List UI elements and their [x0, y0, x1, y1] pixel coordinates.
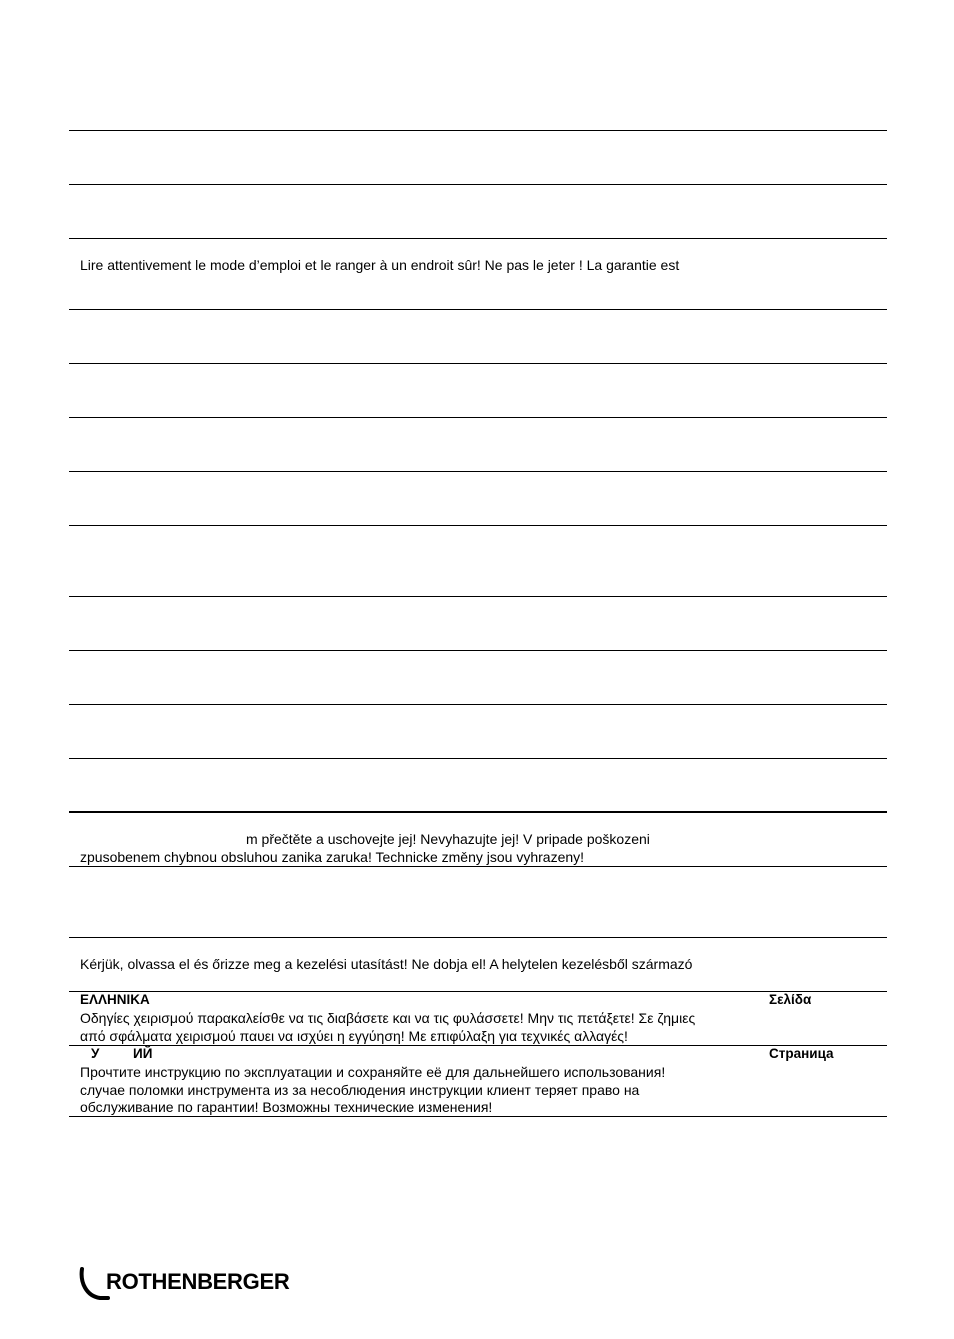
- russian-heading-fragment-2: ИЙ: [133, 1046, 153, 1061]
- row-divider: [69, 866, 887, 867]
- rothenberger-logo: [78, 1266, 318, 1306]
- hungarian-instruction-text: Kérjük, olvassa el és őrizze meg a kezelési utasítást! Ne dobja el! A helytelen kezelésből származó: [80, 956, 693, 972]
- row-divider: [69, 704, 887, 705]
- greek-language-heading: ΕΛΛΗΝΙΚΑ: [80, 992, 150, 1007]
- row-divider: [69, 471, 887, 472]
- row-divider: [69, 363, 887, 364]
- row-divider: [69, 1045, 887, 1046]
- row-divider: [69, 811, 887, 813]
- row-divider: [69, 130, 887, 131]
- row-divider: [69, 309, 887, 310]
- row-divider: [69, 991, 887, 992]
- russian-page-label: Страница: [769, 1046, 834, 1061]
- russian-instruction-line-3: обслуживание по гарантии! Возможны технические изменения!: [80, 1099, 493, 1115]
- czech-instruction-line-1: m přečtěte a uschovejte jej! Nevyhazujte jej! V pripade poškozeni: [246, 831, 650, 847]
- row-divider: [69, 1116, 887, 1117]
- czech-instruction-line-2: zpusobenem chybnou obsluhou zanika zaruka! Technicke změny jsou vyhrazeny!: [80, 849, 585, 865]
- row-divider: [69, 417, 887, 418]
- row-divider: [69, 596, 887, 597]
- greek-instruction-line-1: Οδηγίες χειρισμού παρακαλείσθε να τις διαβάσετε και να τις φυλάσσετε! Μην τις πετάξετε! Σε ζημιες: [80, 1010, 696, 1026]
- row-divider: [69, 184, 887, 185]
- russian-instruction-line-2: случае поломки инструмента из за несоблюдения инструкции клиент теряет право на: [80, 1082, 640, 1098]
- russian-instruction-line-1: Прочтите инструкцию по эксплуатации и сохраняйте её для дальнейшего использования!: [80, 1064, 666, 1080]
- row-divider: [69, 525, 887, 526]
- row-divider: [69, 238, 887, 239]
- row-divider: [69, 937, 887, 938]
- logo-wordmark: ROTHENBERGER: [106, 1269, 290, 1294]
- row-divider: [69, 650, 887, 651]
- russian-heading-fragment-1: У: [91, 1046, 100, 1061]
- greek-instruction-line-2: από σφάλματα χειρισμού παυει να ισχύει η εγγύηση! Με επιφύλαξη για τεχνικές αλλαγές!: [80, 1028, 628, 1044]
- greek-page-label: Σελίδα: [769, 992, 812, 1007]
- french-instruction-text: Lire attentivement le mode d’emploi et le ranger à un endroit sûr! Ne pas le jeter ! La garantie est: [80, 257, 680, 273]
- row-divider: [69, 758, 887, 759]
